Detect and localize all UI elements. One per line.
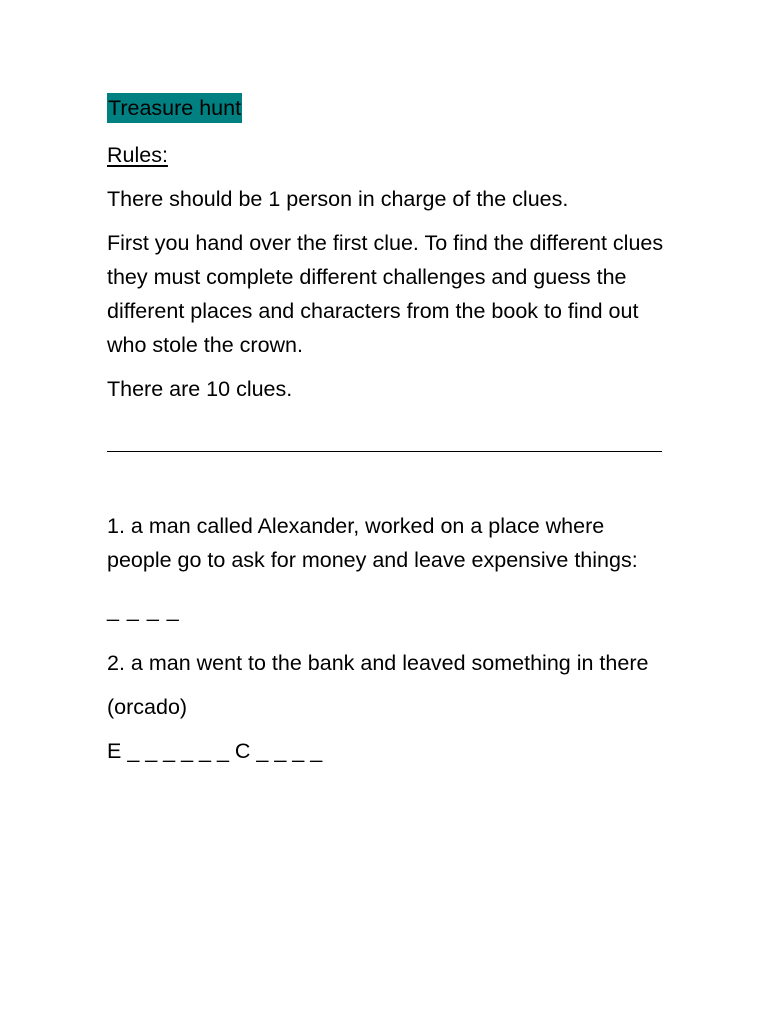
rule-paragraph-1: There should be 1 person in charge of the clues. [107,187,569,211]
clue-1-answer-blank: _ _ _ _ [107,598,180,622]
rule-paragraph-3: There are 10 clues. [107,377,293,401]
document-title: Treasure hunt [107,93,242,123]
rule-paragraph-2: First you hand over the first clue. To find the different clues they must complete different challenges and guess the different places and characters from the book to find out who stole the crown. [107,231,664,357]
clue-2-text: 2. a man went to the bank and leaved something in there [107,651,649,675]
clue-2-answer-blank: E _ _ _ _ _ _ C _ _ _ _ [107,739,323,763]
document-page [107,90,667,768]
clue-1-text: 1. a man called Alexander, worked on a place where people go to ask for money and leave expensive things: [107,514,638,572]
horizontal-divider [107,451,662,452]
clue-2-hint: (orcado) [107,695,188,719]
rules-heading: Rules: [107,143,168,167]
